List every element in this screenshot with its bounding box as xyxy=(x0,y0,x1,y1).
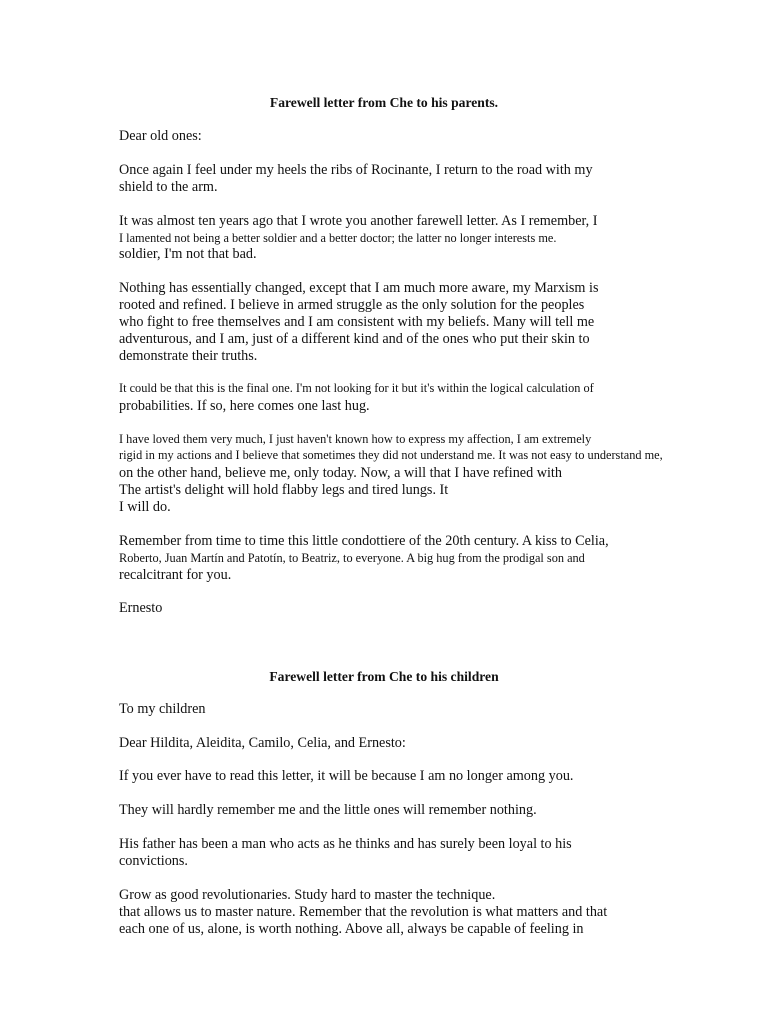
text-line: I lamented not being a better soldier and a better doctor; the latter no longer interests me. xyxy=(119,231,557,245)
text-line: Nothing has essentially changed, except that I am much more aware, my Marxism is xyxy=(119,280,599,296)
text-line: Roberto, Juan Martín and Patotín, to Beatriz, to everyone. A big hug from the prodigal son and xyxy=(119,551,585,565)
text-line: soldier, I'm not that bad. xyxy=(119,246,257,262)
letter-children-title: Farewell letter from Che to his children xyxy=(269,669,499,684)
text-line: shield to the arm. xyxy=(119,179,218,195)
text-line: rigid in my actions and I believe that sometimes they did not understand me. It was not easy to understand me, xyxy=(119,448,663,462)
text-line: Remember from time to time this little condottiere of the 20th century. A kiss to Celia, xyxy=(119,533,609,549)
text-line: rooted and refined. I believe in armed struggle as the only solution for the peoples xyxy=(119,297,585,313)
text-line: Dear Hildita, Aleidita, Camilo, Celia, and Ernesto: xyxy=(119,735,406,751)
text-line: Dear old ones: xyxy=(119,128,202,144)
text-line: To my children xyxy=(119,701,206,717)
text-line: It could be that this is the final one. I'm not looking for it but it's within the logical calculation of xyxy=(119,381,594,395)
text-line: convictions. xyxy=(119,853,188,869)
text-line: If you ever have to read this letter, it will be because I am no longer among you. xyxy=(119,768,574,784)
text-line: Once again I feel under my heels the ribs of Rocinante, I return to the road with my xyxy=(119,162,593,178)
text-line: They will hardly remember me and the little ones will remember nothing. xyxy=(119,802,537,818)
letter-parents-title: Farewell letter from Che to his parents. xyxy=(269,95,499,110)
text-line: each one of us, alone, is worth nothing. Above all, always be capable of feeling in xyxy=(119,921,584,937)
text-line: I have loved them very much, I just haven't known how to express my affection, I am extremely xyxy=(119,432,592,446)
text-line: that allows us to master nature. Remember that the revolution is what matters and that xyxy=(119,904,608,920)
text-line: who fight to free themselves and I am consistent with my beliefs. Many will tell me xyxy=(119,314,595,330)
text-line: on the other hand, believe me, only today. Now, a will that I have refined with xyxy=(119,465,562,481)
text-line: His father has been a man who acts as he thinks and has surely been loyal to his xyxy=(119,836,572,852)
text-line: probabilities. If so, here comes one last hug. xyxy=(119,398,370,414)
text-line: The artist's delight will hold flabby legs and tired lungs. It xyxy=(119,482,449,498)
text-line: It was almost ten years ago that I wrote you another farewell letter. As I remember, I xyxy=(119,213,598,229)
signature-name: Ernesto xyxy=(119,600,163,616)
text-line: demonstrate their truths. xyxy=(119,348,258,364)
text-line: Grow as good revolutionaries. Study hard to master the technique. xyxy=(119,887,496,903)
text-line: adventurous, and I am, just of a different kind and of the ones who put their skin to xyxy=(119,331,590,347)
text-line: recalcitrant for you. xyxy=(119,567,232,583)
text-line: I will do. xyxy=(119,499,171,515)
